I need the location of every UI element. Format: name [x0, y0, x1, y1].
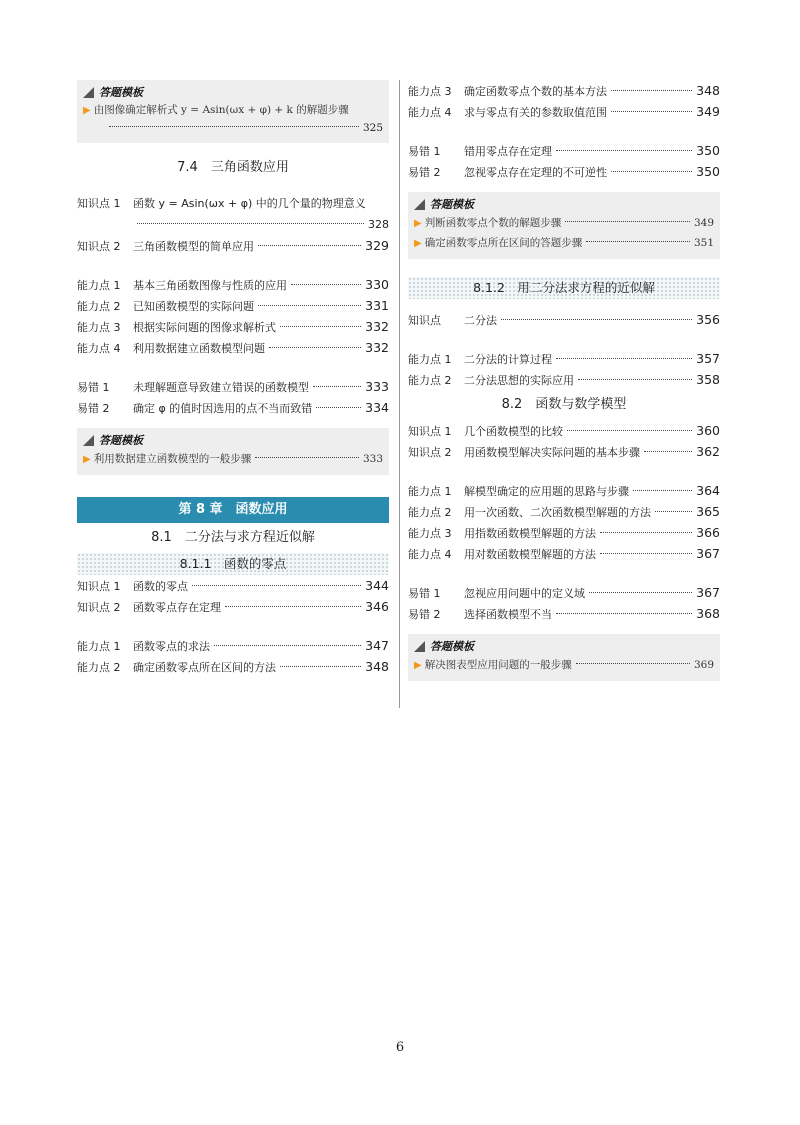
- answer-template-box: [77, 80, 389, 143]
- corner-triangle-icon: [414, 199, 425, 210]
- dot-leader: [556, 150, 692, 151]
- dot-leader: [225, 606, 361, 607]
- toc-entry-label: 能力点 3: [408, 85, 452, 98]
- toc-entry-text: 确定函数零点所在区间的方法: [133, 661, 276, 674]
- template-entry-text: 解决图表型应用问题的一般步骤: [424, 659, 572, 671]
- template-entry[interactable]: [83, 101, 383, 119]
- toc-entry[interactable]: [77, 295, 389, 316]
- toc-entry-text: 根据实际问题的图像求解析式: [133, 321, 276, 334]
- toc-entry-label: 易错 1: [77, 381, 110, 394]
- column-divider: [399, 80, 400, 708]
- right-column: [408, 80, 720, 681]
- toc-entry-label: 知识点 2: [77, 601, 121, 614]
- template-entry[interactable]: [83, 449, 383, 469]
- dot-leader: [501, 319, 692, 320]
- dot-leader: [280, 666, 361, 667]
- toc-entry-text: 二分法思想的实际应用: [464, 374, 574, 387]
- template-entry-text: 由图像确定解析式 y = Asin(ωx + φ) + k 的解题步骤: [93, 104, 349, 116]
- toc-entry[interactable]: [408, 309, 720, 330]
- toc-entry-label: 易错 1: [408, 587, 441, 600]
- toc-entry-text: 用一次函数、二次函数模型解题的方法: [464, 506, 651, 519]
- dot-leader: [576, 663, 690, 664]
- template-entry[interactable]: [414, 213, 714, 233]
- toc-entry[interactable]: [408, 501, 720, 522]
- dot-leader: [313, 386, 361, 387]
- template-entry-text: 利用数据建立函数模型的一般步骤: [93, 453, 252, 465]
- box-header: [414, 195, 714, 213]
- toc-entry[interactable]: [408, 80, 720, 101]
- dot-leader: [589, 592, 692, 593]
- dot-leader: [258, 245, 361, 246]
- toc-entry-label: 知识点 1: [77, 580, 121, 593]
- toc-entry[interactable]: [77, 596, 389, 617]
- page-number: 6: [395, 1040, 405, 1055]
- toc-entry[interactable]: [77, 274, 389, 295]
- dot-leader: [255, 457, 359, 458]
- toc-entry-page: 344: [365, 578, 389, 593]
- dot-leader: [192, 585, 361, 586]
- toc-entry-page: 329: [365, 238, 389, 253]
- toc-entry[interactable]: [408, 603, 720, 624]
- toc-entry-text: 基本三角函数图像与性质的应用: [133, 279, 287, 292]
- dot-leader: [567, 430, 692, 431]
- toc-entry-text: 二分法: [464, 314, 497, 327]
- toc-entry-page: 360: [696, 423, 720, 438]
- toc-entry[interactable]: [408, 140, 720, 161]
- toc-entry-text: 函数 y = Asin(ωx + φ) 中的几个量的物理意义: [133, 197, 366, 210]
- toc-entry-page: 332: [365, 340, 389, 355]
- toc-entry[interactable]: [408, 543, 720, 564]
- toc-entry-text: 利用数据建立函数模型问题: [133, 342, 265, 355]
- dot-leader: [137, 223, 364, 224]
- toc-entry-label: 易错 2: [408, 166, 441, 179]
- section-title: 7.4 三角函数应用: [177, 160, 289, 175]
- toc-entry-text: 选择函数模型不当: [464, 608, 552, 621]
- toc-entry-label: 能力点 3: [408, 527, 452, 540]
- toc-entry-label: 能力点 4: [77, 342, 121, 355]
- template-entry-leader: [83, 119, 383, 137]
- toc-entry-label: 易错 2: [77, 402, 110, 415]
- toc-entry-text: 错用零点存在定理: [464, 145, 552, 158]
- toc-entry-text: 确定 φ 的值时因选用的点不当而致错: [133, 402, 313, 415]
- toc-entry-label: 能力点 1: [408, 485, 452, 498]
- section-title: 8.1 二分法与求方程近似解: [151, 530, 315, 545]
- dot-leader: [109, 126, 359, 127]
- box-title: 答题模板: [99, 434, 143, 447]
- toc-entry[interactable]: [77, 337, 389, 358]
- dot-leader: [280, 326, 361, 327]
- toc-entry-text: 确定函数零点个数的基本方法: [464, 85, 607, 98]
- toc-entry-page: 328: [368, 218, 389, 231]
- arrow-right-icon: ▶: [83, 454, 91, 465]
- toc-entry-page: 367: [696, 585, 720, 600]
- toc-entry[interactable]: [408, 480, 720, 501]
- arrow-right-icon: ▶: [414, 238, 422, 249]
- box-header: [83, 83, 383, 101]
- toc-entry-leader: [77, 214, 389, 235]
- template-entry-page: 333: [362, 453, 383, 465]
- dot-leader: [644, 451, 692, 452]
- template-entry-page: 349: [693, 217, 714, 229]
- toc-entry-page: 358: [696, 372, 720, 387]
- toc-entry-page: 347: [365, 638, 389, 653]
- toc-entry[interactable]: [77, 635, 389, 656]
- toc-entry-label: 能力点 2: [408, 374, 452, 387]
- toc-entry-page: 330: [365, 277, 389, 292]
- arrow-right-icon: ▶: [414, 660, 422, 671]
- toc-entry-text: 已知函数模型的实际问题: [133, 300, 254, 313]
- toc-entry[interactable]: [77, 575, 389, 596]
- template-entry[interactable]: [414, 233, 714, 253]
- toc-entry-label: 知识点: [408, 314, 441, 327]
- toc-entry-page: 357: [696, 351, 720, 366]
- dot-leader: [611, 171, 692, 172]
- dot-leader: [269, 347, 361, 348]
- box-title: 答题模板: [430, 198, 474, 211]
- toc-entry-label: 知识点 1: [408, 425, 452, 438]
- toc-entry-page: 348: [696, 83, 720, 98]
- toc-entry[interactable]: [77, 397, 389, 418]
- toc-entry-text: 用对数函数模型解题的方法: [464, 548, 596, 561]
- corner-triangle-icon: [414, 641, 425, 652]
- toc-entry[interactable]: [408, 420, 720, 441]
- toc-entry-text: 函数的零点: [133, 580, 188, 593]
- dot-leader: [655, 511, 692, 512]
- toc-entry-label: 能力点 2: [408, 506, 452, 519]
- toc-entry-page: 348: [365, 659, 389, 674]
- toc-entry[interactable]: [408, 348, 720, 369]
- arrow-right-icon: ▶: [83, 105, 91, 116]
- toc-entry-text: 函数零点存在定理: [133, 601, 221, 614]
- toc-entry-page: 366: [696, 525, 720, 540]
- toc-entry-label: 能力点 2: [77, 300, 121, 313]
- toc-entry-page: 333: [365, 379, 389, 394]
- dot-leader: [578, 379, 692, 380]
- toc-entry-text: 用指数函数模型解题的方法: [464, 527, 596, 540]
- answer-template-box: [77, 428, 389, 475]
- toc-entry[interactable]: [408, 369, 720, 390]
- box-header: [414, 637, 714, 655]
- toc-entry-label: 能力点 1: [408, 353, 452, 366]
- arrow-right-icon: ▶: [414, 218, 422, 229]
- dot-leader: [316, 407, 361, 408]
- toc-entry-text: 用函数模型解决实际问题的基本步骤: [464, 446, 640, 459]
- toc-entry[interactable]: [408, 101, 720, 122]
- toc-entry-page: 350: [696, 143, 720, 158]
- toc-entry-page: 350: [696, 164, 720, 179]
- corner-triangle-icon: [83, 435, 94, 446]
- subsection-title: 8.1.1 函数的零点: [77, 553, 389, 575]
- toc-entry-page: 349: [696, 104, 720, 119]
- toc-entry[interactable]: [77, 193, 389, 214]
- toc-entry-text: 忽视零点存在定理的不可逆性: [464, 166, 607, 179]
- toc-entry[interactable]: [77, 656, 389, 677]
- answer-template-box: [408, 192, 720, 259]
- toc-entry-label: 能力点 2: [77, 661, 121, 674]
- toc-entry-text: 三角函数模型的简单应用: [133, 240, 254, 253]
- corner-triangle-icon: [83, 87, 94, 98]
- toc-entry-label: 能力点 4: [408, 548, 452, 561]
- toc-entry[interactable]: [77, 316, 389, 337]
- toc-entry-label: 知识点 2: [408, 446, 452, 459]
- dot-leader: [611, 90, 692, 91]
- dot-leader: [600, 553, 692, 554]
- toc-entry-label: 能力点 3: [77, 321, 121, 334]
- toc-entry-text: 求与零点有关的参数取值范围: [464, 106, 607, 119]
- dot-leader: [565, 221, 690, 222]
- toc-entry-page: 365: [696, 504, 720, 519]
- toc-entry-label: 易错 2: [408, 608, 441, 621]
- subsection-title: 8.1.2 用二分法求方程的近似解: [408, 277, 720, 299]
- left-column: [77, 80, 389, 677]
- dot-leader: [214, 645, 361, 646]
- toc-entry[interactable]: [77, 376, 389, 397]
- dot-leader: [586, 241, 690, 242]
- dot-leader: [611, 111, 692, 112]
- toc-entry-page: 356: [696, 312, 720, 327]
- section-title: 8.2 函数与数学模型: [501, 397, 627, 412]
- toc-entry-page: 364: [696, 483, 720, 498]
- dot-leader: [556, 613, 692, 614]
- toc-entry-label: 能力点 1: [77, 279, 121, 292]
- dot-leader: [258, 305, 361, 306]
- toc-entry-label: 易错 1: [408, 145, 441, 158]
- toc-entry-text: 几个函数模型的比较: [464, 425, 563, 438]
- chapter-heading: 第 8 章 函数应用: [77, 497, 389, 523]
- template-entry-text: 确定函数零点所在区间的答题步骤: [424, 237, 583, 249]
- toc-entry-page: 368: [696, 606, 720, 621]
- toc-entry-page: 362: [696, 444, 720, 459]
- toc-entry-text: 解模型确定的应用题的思路与步骤: [464, 485, 629, 498]
- toc-entry-text: 二分法的计算过程: [464, 353, 552, 366]
- box-header: [83, 431, 383, 449]
- toc-entry-page: 367: [696, 546, 720, 561]
- toc-entry[interactable]: [77, 235, 389, 256]
- toc-entry-text: 忽视应用问题中的定义域: [464, 587, 585, 600]
- toc-entry-page: 334: [365, 400, 389, 415]
- toc-entry-text: 未理解题意导致建立错误的函数模型: [133, 381, 309, 394]
- dot-leader: [556, 358, 692, 359]
- toc-entry-page: 331: [365, 298, 389, 313]
- dot-leader: [291, 284, 361, 285]
- toc-entry[interactable]: [408, 441, 720, 462]
- answer-template-box: [408, 634, 720, 681]
- dot-leader: [633, 490, 692, 491]
- box-title: 答题模板: [99, 86, 143, 99]
- toc-entry[interactable]: [408, 161, 720, 182]
- box-title: 答题模板: [430, 640, 474, 653]
- toc-entry-label: 能力点 1: [77, 640, 121, 653]
- toc-entry-label: 知识点 1: [77, 197, 121, 210]
- template-entry-page: 369: [693, 659, 714, 671]
- template-entry-page: 325: [362, 122, 383, 134]
- toc-entry-label: 能力点 4: [408, 106, 452, 119]
- toc-entry[interactable]: [408, 582, 720, 603]
- template-entry-text: 判断函数零点个数的解题步骤: [424, 217, 562, 229]
- toc-entry-page: 346: [365, 599, 389, 614]
- toc-entry-text: 函数零点的求法: [133, 640, 210, 653]
- template-entry-page: 351: [693, 237, 714, 249]
- dot-leader: [600, 532, 692, 533]
- toc-entry[interactable]: [408, 522, 720, 543]
- template-entry[interactable]: [414, 655, 714, 675]
- toc-entry-page: 332: [365, 319, 389, 334]
- toc-entry-label: 知识点 2: [77, 240, 121, 253]
